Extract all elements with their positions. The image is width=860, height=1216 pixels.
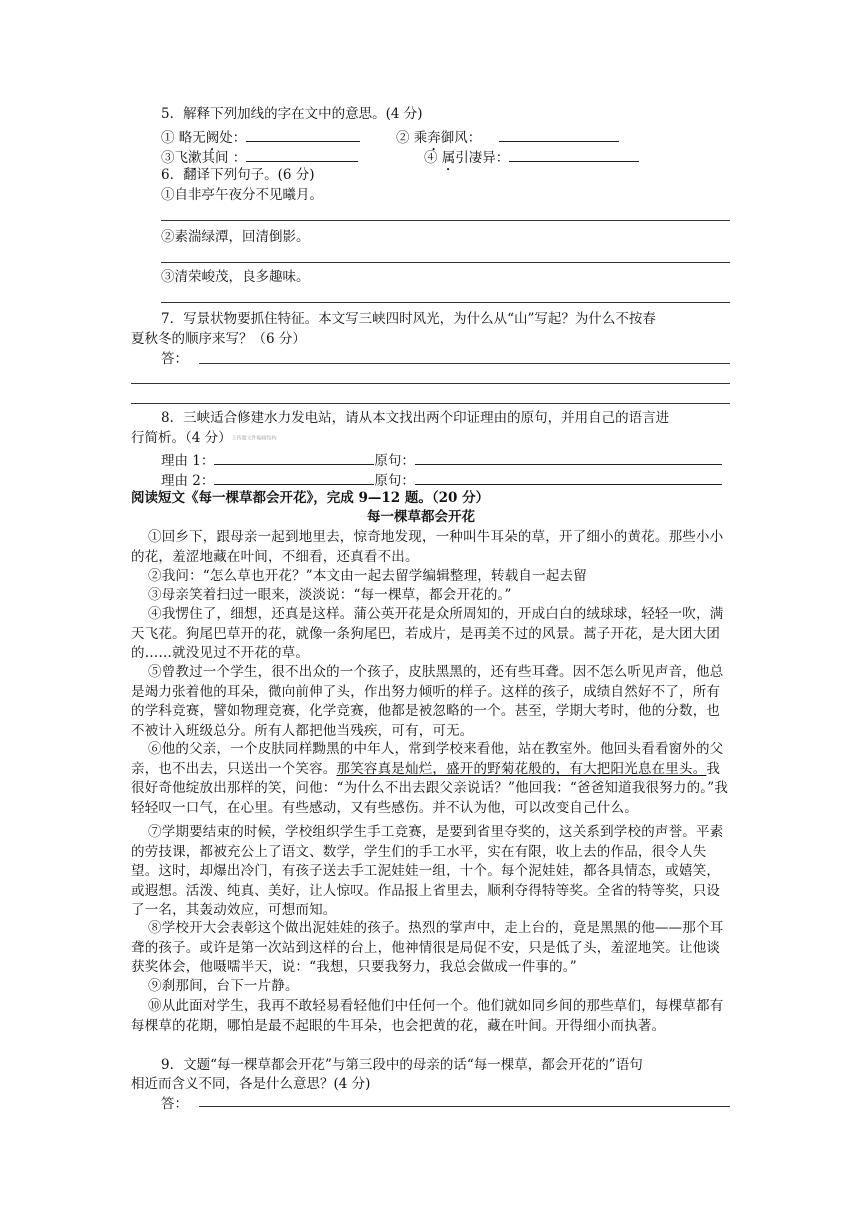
q5-item-num: ③	[161, 150, 175, 166]
passage-paragraph-6-text-a: ⑥他的父亲，一个皮肤同样黝黑的中年人，常到学校来看他，站在教室外。他回头看看窗外的父亲，也不出去，只送出一个笑容。	[131, 741, 724, 777]
passage-paragraph-2: ②我问：“怎么草也开花？”本文由一起去留学编辑整理，转载自一起去留	[148, 568, 587, 584]
q5-item-post: 御风：	[440, 130, 482, 146]
q5-answer-blank-4[interactable]	[509, 147, 639, 162]
passage-paragraph-5: ⑤曾教过一个学生，很不出众的一个孩子，皮肤黑黑的，还有些耳聋。因不怎么听见声音，他总是竭力张着他的耳朵，微向前伸了头，作出努力倾听的样子。这样的孩子，成绩自然好不了，所有的学科竞赛，譬如物理竞赛，化学竞赛，他都是被忽略的一个。甚至，学期大考时，他的分数，也不被计入班级总分。所有人都把他当残疾，可有，可无。	[131, 664, 724, 739]
passage-paragraph-7: ⑦学期要结束的时候，学校组织学生手工竞赛，是要到省里夺奖的，这关系到学校的声誉。平素的劳技课，都被充公上了语文、数学，学生们的手工水平，实在有限，收上去的作品，很令人失望。这时，却爆出冷门，有孩子送去手工泥娃娃一组，十个。每个泥娃娃，都各具情态，或嬉笑，或遐想。活泼、纯真、美好，让人惊叹。作品报上省里去，顺利夺得特等奖。全省的特等奖，只设了一名，其轰动效应，可想而知。	[131, 824, 724, 918]
q5-answer-blank-1[interactable]	[246, 127, 360, 142]
q5-item-num: ④	[424, 150, 438, 166]
q9-answer-label: 答：	[161, 1096, 188, 1112]
q8-reason-2-label: 理由 2：	[161, 473, 215, 489]
q6-answer-line-1[interactable]	[161, 220, 730, 221]
q5-item-dotted-char: 阙	[205, 130, 220, 146]
q8-reason-1-row	[161, 450, 722, 470]
q5-title: 5．解释下列加线的字在文中的意思。(4 分)	[161, 106, 423, 122]
q8-tiny-mark: 上传题文件编辑结构	[231, 435, 277, 442]
q5-item-post: 引凄异：	[455, 150, 510, 166]
q8-question-line-2	[131, 429, 277, 448]
q5-item-num: ②	[396, 130, 410, 146]
q8-question-text: 行简析。（4 分）	[131, 430, 232, 446]
q5-item-pre: 略无	[174, 130, 206, 146]
q9-question-line-1: 9．文题“每一棵草都会开花”与第三段中的母亲的话“每一棵草，都会开花的”语句	[161, 1057, 643, 1073]
passage-paragraph-4: ④我愣住了，细想，还真是这样。蒲公英开花是众所周知的，开成白白的绒球球，轻轻一吹，满天飞花。狗尾巴草开的花，就像一条狗尾巴，若成片，是再美不过的风景。蒿子开花，是大团大团的……就没见过不开花的草。	[131, 606, 724, 661]
q5-item-pre: 飞	[174, 150, 188, 166]
q7-answer-line-2[interactable]	[131, 383, 730, 384]
q5-item-post: 处：	[219, 130, 247, 146]
q8-quote-2-label: 原句：	[374, 473, 415, 489]
q7-answer-label: 答：	[161, 351, 188, 367]
q5-item-post: 其间 ：	[201, 150, 247, 166]
q5-item-dotted-char: 属	[441, 150, 456, 166]
q5-answer-blank-2[interactable]	[499, 127, 619, 142]
q8-reason-2-blank[interactable]	[214, 470, 374, 485]
passage-paragraph-9: ⑨刹那间，台下一片静。	[148, 978, 299, 994]
passage-paragraph-3: ③母亲笑着扫过一眼来，淡淡说：“每一棵草，都会开花的。”	[148, 587, 512, 603]
q5-item-pre: 乘	[409, 130, 428, 146]
q8-quote-2-blank[interactable]	[415, 470, 722, 485]
passage-paragraph-1: ①回乡下，跟母亲一起到地里去，惊奇地发现，一种叫牛耳朵的草，开了细小的黄花。那些小小的花，羞涩地藏在叶间，不细看，还真看不出。	[131, 529, 724, 565]
q7-question-line-2: 夏秋冬的顺序来写？（6 分）	[131, 331, 306, 347]
passage-paragraph-6-text-b: 我很好奇他绽放出那样的笑，问他：“为什么不出去跟父亲说话？”他回我：“爸爸知道我很努力的。”我轻轻叹一口气，在心里。有些感动，又有些感伤。并不认为他，可以改变自己什么。	[131, 760, 729, 816]
q6-sentence-3: ③清荣峻茂，良多趣味。	[161, 269, 310, 285]
q8-reason-1-label: 理由 1：	[161, 453, 215, 469]
q5-item-dotted-char: 漱	[188, 150, 202, 166]
q6-answer-line-3[interactable]	[161, 302, 730, 303]
passage-paragraph-8: ⑧学校开大会表彰这个做出泥娃娃的孩子。热烈的掌声中，走上台的，竟是黑黑的他——那个耳聋的孩子。或许是第一次站到这样的台上，他神情很是局促不安，只是低了头，羞涩地笑。让他谈获奖体会，他嗫嚅半天，说：“我想，只要我努力，我总会做成一件事的。”	[131, 920, 724, 975]
q7-answer-line-3[interactable]	[131, 403, 730, 404]
q6-title: 6．翻译下列句子。(6 分)	[161, 167, 315, 183]
passage-underlined-sentence: 那笑容真是灿烂，盛开的野菊花般的，有大把阳光息在里头。	[336, 760, 707, 777]
q8-quote-1-label: 原句：	[374, 453, 415, 469]
q6-answer-line-2[interactable]	[161, 262, 730, 263]
q7-answer-line-1[interactable]	[199, 363, 730, 364]
q9-question-line-2: 相近而含义不同，各是什么意思？(4 分)	[131, 1076, 371, 1092]
q8-reason-2-row	[161, 470, 722, 490]
q5-answer-blank-3[interactable]	[246, 147, 358, 162]
passage-paragraph-6	[131, 740, 731, 818]
q5-item-4	[424, 147, 639, 174]
passage-title: 每一棵草都会开花	[367, 509, 475, 525]
q5-item-dotted-char: 奔	[427, 130, 441, 146]
q9-answer-line[interactable]	[199, 1106, 730, 1107]
q8-reason-1-blank[interactable]	[214, 450, 374, 465]
reading-intro: 阅读短文《每一棵草都会开花》，完成 9—12 题。（20 分）	[131, 490, 490, 506]
q5-item-num: ①	[161, 130, 175, 146]
passage-paragraph-10: ⑩从此面对学生，我再不敢轻易看轻他们中任何一个。他们就如同乡间的那些草们，每棵草都有每棵草的花期，哪怕是最不起眼的牛耳朵，也会把黄的花，藏在叶间。开得细小而执著。	[131, 998, 724, 1034]
q7-question-line-1: 7．写景状物要抓住特征。本文写三峡四时风光，为什么从“山”写起？为什么不按春	[161, 311, 656, 327]
q6-sentence-2: ②素湍绿潭，回清倒影。	[161, 229, 310, 245]
q6-sentence-1: ①自非亭午夜分不见曦月。	[161, 187, 323, 203]
q8-quote-1-blank[interactable]	[415, 450, 722, 465]
q8-question-line-1: 8．三峡适合修建水力发电站，请从本文找出两个印证理由的原句，并用自己的语言进	[161, 410, 670, 426]
